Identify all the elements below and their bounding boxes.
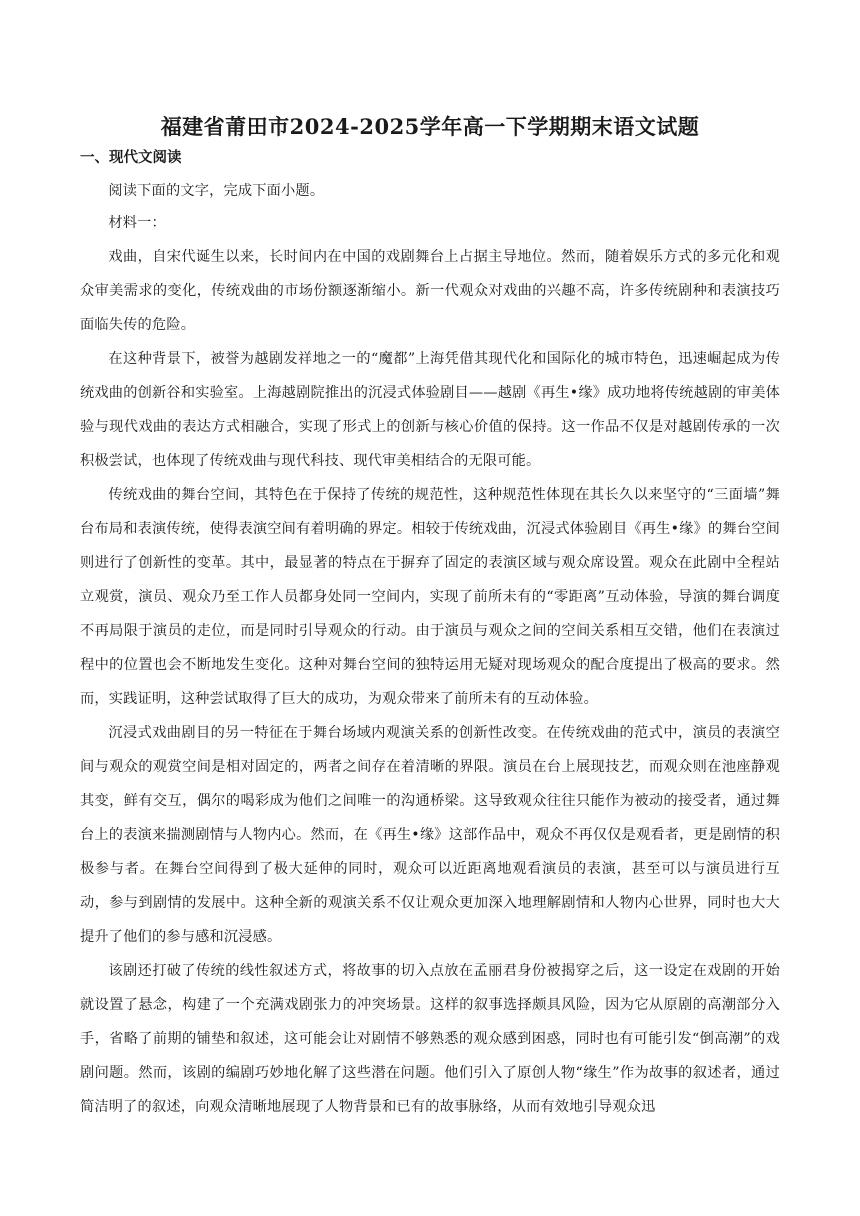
- section-heading: 一、现代文阅读: [80, 150, 182, 166]
- paragraph-3: 传统戏曲的舞台空间，其特色在于保持了传统的规范性，这种规范性体现在其长久以来坚守的“三面墙”舞台布局和表演传统，使得表演空间有着明确的界定。相较于传统戏曲，沉浸式体验剧目《再生•缘》的舞台空间则进行了创新性的变革。其中，最显著的特点在于摒弃了固定的表演区域与观众席设置。观众在此剧中全程站立观赏，演员、观众乃至工作人员都身处同一空间内，实现了前所未有的“零距离”互动体验，导演的舞台调度不再局限于演员的走位，而是同时引导观众的行动。由于演员与观众之间的空间关系相互交错，他们在表演过程中的位置也会不断地发生变化。这种对舞台空间的独特运用无疑对现场观众的配合度提出了极高的要求。然而，实践证明，这种尝试取得了巨大的成功，为观众带来了前所未有的互动体验。: [80, 487, 780, 707]
- paragraph-4: 沉浸式戏曲剧目的另一特征在于舞台场域内观演关系的创新性改变。在传统戏曲的范式中，演员的表演空间与观众的观赏空间是相对固定的，两者之间存在着清晰的界限。演员在台上展现技艺，而观众则在池座静观其变，鲜有交互，偶尔的喝彩成为他们之间唯一的沟通桥梁。这导致观众往往只能作为被动的接受者，通过舞台上的表演来揣测剧情与人物内心。然而，在《再生•缘》这部作品中，观众不再仅仅是观看者，更是剧情的积极参与者。在舞台空间得到了极大延伸的同时，观众可以近距离地观看演员的表演，甚至可以与演员进行互动，参与到剧情的发展中。这种全新的观演关系不仅让观众更加深入地理解剧情和人物内心世界，同时也大大提升了他们的参与感和沉浸感。: [80, 725, 780, 945]
- reading-instruction: 阅读下面的文字，完成下面小题。: [108, 183, 325, 199]
- document-page: [80, 112, 780, 1124]
- paragraph-1: 戏曲，自宋代诞生以来，长时间内在中国的戏剧舞台上占据主导地位。然而，随着娱乐方式的多元化和观众审美需求的变化，传统戏曲的市场份额逐渐缩小。新一代观众对戏曲的兴趣不高，许多传统剧种和表演技巧面临失传的危险。: [80, 249, 780, 333]
- paragraph-5: 该剧还打破了传统的线性叙述方式，将故事的切入点放在孟丽君身份被揭穿之后，这一设定在戏剧的开始就设置了悬念，构建了一个充满戏剧张力的冲突场景。这样的叙事选择颇具风险，因为它从原剧的高潮部分入手，省略了前期的铺垫和叙述，这可能会让对剧情不够熟悉的观众感到困惑，同时也有可能引发“倒高潮”的戏剧问题。然而，该剧的编剧巧妙地化解了这些潜在问题。他们引入了原创人物“缘生”作为故事的叙述者，通过简洁明了的叙述，向观众清晰地展现了人物背景和已有的故事脉络，从而有效地引导观众迅: [80, 963, 780, 1115]
- material-label: 材料一：: [108, 215, 166, 231]
- paragraph-2: 在这种背景下，被誉为越剧发祥地之一的“魔都”上海凭借其现代化和国际化的城市特色，迅速崛起成为传统戏曲的创新谷和实验室。上海越剧院推出的沉浸式体验剧目——越剧《再生•缘》成功地将传统越剧的审美体验与现代戏曲的表达方式相融合，实现了形式上的创新与核心价值的保持。这一作品不仅是对越剧传承的一次积极尝试，也体现了传统戏曲与现代科技、现代审美相结合的无限可能。: [80, 351, 780, 469]
- document-title: 福建省莆田市2024-2025学年高一下学期期末语文试题: [160, 114, 700, 139]
